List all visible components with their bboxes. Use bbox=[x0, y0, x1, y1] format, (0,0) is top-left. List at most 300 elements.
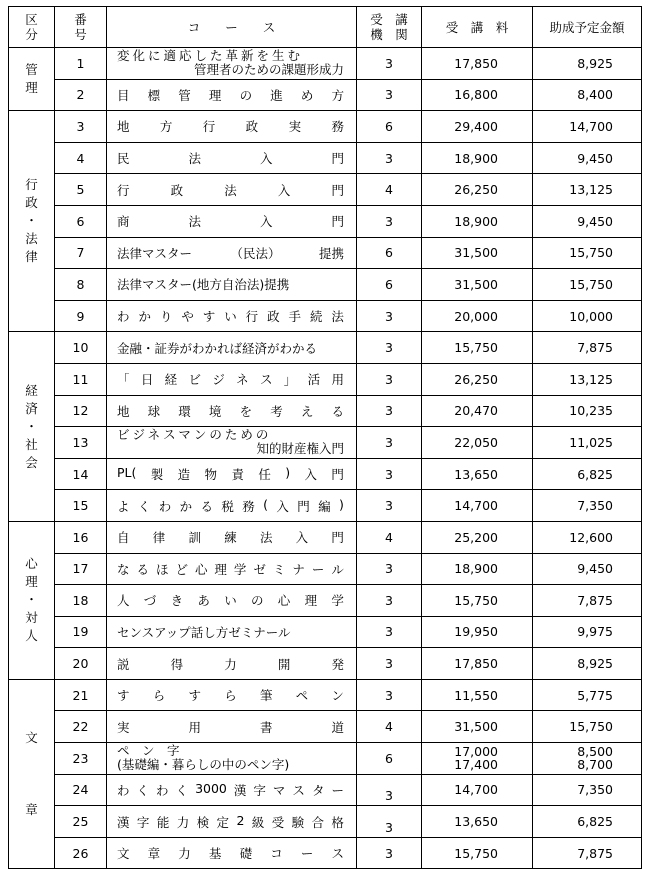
course-text: 方 bbox=[159, 119, 173, 135]
course-text: マ bbox=[272, 782, 286, 798]
course-text: ゼ bbox=[253, 561, 266, 577]
course-text: く bbox=[137, 498, 151, 514]
fee-amount bbox=[422, 237, 533, 269]
fee-value: 13,650 bbox=[454, 814, 498, 830]
category-char: ・ bbox=[25, 213, 38, 229]
course-text: ビ bbox=[188, 372, 201, 388]
table-row bbox=[9, 490, 642, 522]
course-text: わ bbox=[117, 309, 130, 325]
category-char: 律 bbox=[25, 249, 38, 265]
row-number: 3 bbox=[55, 111, 107, 143]
course-text: 法 bbox=[259, 530, 273, 546]
institution-count: 3 bbox=[357, 553, 422, 585]
row-number: 21 bbox=[55, 679, 107, 711]
category-char: 文 bbox=[25, 730, 38, 746]
course-text: す bbox=[202, 309, 216, 325]
fee-value: 31,500 bbox=[454, 276, 498, 292]
header-course: コ ー ス bbox=[107, 7, 357, 48]
table-row bbox=[9, 395, 642, 427]
course-text: 造 bbox=[177, 467, 191, 483]
course-text: 理 bbox=[304, 593, 318, 609]
institution-count: 6 bbox=[357, 237, 422, 269]
row-number: 1 bbox=[55, 48, 107, 80]
fee-amount bbox=[422, 490, 533, 522]
fee-amount bbox=[422, 837, 533, 869]
subsidy-amount bbox=[533, 837, 642, 869]
course-text: 行 bbox=[202, 119, 216, 135]
subsidy-value: 8,925 bbox=[577, 55, 613, 71]
course-text: 政 bbox=[267, 309, 280, 325]
category-char: ・ bbox=[25, 418, 38, 434]
course-name bbox=[107, 395, 357, 427]
subsidy-value: 7,875 bbox=[577, 340, 613, 356]
course-text: ー bbox=[331, 782, 344, 798]
category-char: 社 bbox=[25, 436, 38, 452]
course-text: ー bbox=[300, 846, 314, 862]
course-line: ペ ン 字 bbox=[117, 743, 180, 759]
institution-count: 6 bbox=[357, 111, 422, 143]
course-line: 管理者のための課題形成力 bbox=[193, 62, 344, 78]
category-char: 経 bbox=[25, 382, 38, 398]
course-text: ) bbox=[339, 496, 344, 512]
course-text: 行 bbox=[245, 309, 259, 325]
subsidy-value: 10,000 bbox=[569, 308, 613, 324]
category-char: 行 bbox=[25, 177, 38, 193]
subsidy-amount bbox=[533, 711, 642, 743]
row-number: 24 bbox=[55, 774, 107, 806]
course-text: い bbox=[224, 309, 237, 325]
subsidy-value: 7,350 bbox=[577, 782, 613, 798]
course-text: 提携 bbox=[318, 245, 344, 261]
row-number: 15 bbox=[55, 490, 107, 522]
course-text: す bbox=[188, 688, 201, 704]
course-text: ー bbox=[311, 561, 325, 577]
subsidy-amount bbox=[533, 142, 642, 174]
subsidy-amount bbox=[533, 648, 642, 680]
course-text: 任 bbox=[258, 467, 271, 483]
institution-count: 3 bbox=[357, 48, 422, 80]
course-line: ビジネスマンのための bbox=[117, 427, 272, 443]
subsidy-amount bbox=[533, 300, 642, 332]
course-name bbox=[107, 711, 357, 743]
course-text: 物 bbox=[204, 467, 218, 483]
fee-amount bbox=[422, 300, 533, 332]
course-text: わ bbox=[158, 498, 172, 514]
course-text: 理 bbox=[214, 561, 227, 577]
course-text: 法 bbox=[224, 182, 237, 198]
header-category: 区 分 bbox=[9, 7, 55, 48]
table-row bbox=[9, 142, 642, 174]
subsidy-amount bbox=[533, 521, 642, 553]
fee-value: 17,000 bbox=[454, 744, 498, 760]
course-text: や bbox=[181, 309, 194, 325]
header-row bbox=[9, 7, 642, 48]
fee-value: 31,500 bbox=[454, 245, 498, 261]
course-text: な bbox=[117, 561, 130, 577]
course-text: る bbox=[136, 561, 149, 577]
course-text: ス bbox=[292, 782, 305, 798]
row-number: 26 bbox=[55, 837, 107, 869]
course-text: 合 bbox=[311, 814, 325, 830]
course-text: 用 bbox=[188, 719, 201, 735]
row-number: 11 bbox=[55, 363, 107, 395]
subsidy-value: 13,125 bbox=[569, 182, 613, 198]
course-text: 地 bbox=[117, 119, 130, 135]
course-text: 法 bbox=[188, 214, 201, 230]
category-char: 済 bbox=[25, 400, 38, 416]
course-text: す bbox=[117, 688, 130, 704]
course-text: ら bbox=[152, 688, 166, 704]
course-text: 定 bbox=[216, 814, 230, 830]
course-text: 格 bbox=[331, 814, 344, 830]
fee-value: 15,750 bbox=[454, 340, 498, 356]
course-text: 法律マスター bbox=[117, 245, 193, 261]
subsidy-amount bbox=[533, 616, 642, 648]
course-text: 目 bbox=[117, 87, 130, 103]
course-text: 門 bbox=[331, 214, 344, 230]
course-text: 礎 bbox=[239, 846, 253, 862]
fee-value: 11,550 bbox=[454, 687, 498, 703]
subsidy-amount bbox=[533, 427, 642, 459]
course-text: あ bbox=[197, 593, 210, 609]
course-text: の bbox=[239, 87, 253, 103]
row-number: 25 bbox=[55, 806, 107, 838]
course-text: る bbox=[331, 403, 344, 419]
institution-count: 3 bbox=[357, 395, 422, 427]
course-text: 球 bbox=[147, 403, 161, 419]
course-text: く bbox=[175, 782, 189, 798]
course-text: 法律マスター(地方自治法)提携 bbox=[117, 277, 290, 293]
course-text: 律 bbox=[152, 530, 166, 546]
fee-amount bbox=[422, 363, 533, 395]
table-body bbox=[9, 48, 642, 869]
course-line: 知的財産権入門 bbox=[256, 441, 344, 457]
row-number: 19 bbox=[55, 616, 107, 648]
course-text: く bbox=[136, 782, 150, 798]
course-text: 」 bbox=[283, 372, 297, 388]
fee-value: 26,250 bbox=[454, 182, 498, 198]
course-name bbox=[107, 142, 357, 174]
subsidy-value: 9,975 bbox=[577, 624, 613, 640]
header-institution: 受 講 機 関 bbox=[357, 7, 422, 48]
category-char: 管 bbox=[25, 62, 38, 78]
table-row bbox=[9, 521, 642, 553]
course-text: ペ bbox=[295, 688, 309, 704]
fee-value: 18,900 bbox=[454, 561, 498, 577]
course-text: 務 bbox=[242, 498, 255, 514]
row-number: 8 bbox=[55, 269, 107, 301]
category-char: 理 bbox=[25, 80, 38, 96]
course-text: センスアップ話し方ゼミナール bbox=[117, 624, 291, 640]
course-name bbox=[107, 79, 357, 111]
course-text: め bbox=[300, 87, 314, 103]
course-text: 日 bbox=[140, 372, 154, 388]
course-text: 政 bbox=[245, 119, 259, 135]
course-text: 受 bbox=[271, 814, 285, 830]
course-text: 漢 bbox=[117, 814, 130, 830]
fee-amount bbox=[422, 743, 533, 775]
course-text: 編 bbox=[318, 498, 331, 514]
subsidy-amount bbox=[533, 48, 642, 80]
course-name bbox=[107, 332, 357, 364]
course-text: 発 bbox=[331, 656, 344, 672]
course-text: 入 bbox=[259, 151, 273, 167]
course-text: 心 bbox=[277, 593, 291, 609]
category-char: 理 bbox=[25, 574, 38, 590]
course-text: か bbox=[138, 309, 151, 325]
institution-count: 3 bbox=[357, 490, 422, 522]
subsidy-amount bbox=[533, 553, 642, 585]
row-number: 20 bbox=[55, 648, 107, 680]
category-char: ・ bbox=[25, 592, 38, 608]
course-text: ス bbox=[331, 846, 344, 862]
fee-value: 17,850 bbox=[454, 656, 498, 672]
subsidy-amount bbox=[533, 237, 642, 269]
course-text: 境 bbox=[208, 403, 222, 419]
subsidy-value: 7,875 bbox=[577, 592, 613, 608]
institution-count: 4 bbox=[357, 174, 422, 206]
subsidy-value: 6,825 bbox=[577, 814, 613, 830]
fee-amount bbox=[422, 174, 533, 206]
course-text: ン bbox=[331, 688, 344, 704]
course-text: 能 bbox=[156, 814, 170, 830]
category-char: 政 bbox=[25, 195, 38, 211]
row-number: 5 bbox=[55, 174, 107, 206]
table-row bbox=[9, 427, 642, 459]
course-text: よ bbox=[117, 498, 130, 514]
table-row bbox=[9, 237, 642, 269]
subsidy-value: 8,400 bbox=[577, 87, 613, 103]
subsidy-amount bbox=[533, 679, 642, 711]
course-text: 入 bbox=[259, 214, 273, 230]
course-text: 用 bbox=[331, 372, 344, 388]
header-fee: 受 講 料 bbox=[422, 7, 533, 48]
category-cell bbox=[9, 332, 55, 522]
fee-value: 13,650 bbox=[454, 466, 498, 482]
course-text: 訓 bbox=[188, 530, 201, 546]
institution-count: 3 bbox=[357, 774, 422, 806]
course-text: 漢 bbox=[233, 782, 247, 798]
subsidy-amount bbox=[533, 79, 642, 111]
table-row bbox=[9, 332, 642, 364]
institution-count: 3 bbox=[357, 458, 422, 490]
institution-count: 6 bbox=[357, 743, 422, 775]
course-text: 門 bbox=[331, 182, 344, 198]
course-text: 力 bbox=[178, 846, 191, 862]
fee-value: 17,400 bbox=[454, 757, 498, 773]
fee-amount bbox=[422, 458, 533, 490]
course-text: 製 bbox=[150, 467, 164, 483]
course-text: PL( bbox=[117, 465, 137, 481]
course-text: ジ bbox=[212, 372, 225, 388]
subsidy-amount bbox=[533, 174, 642, 206]
course-text: （民法） bbox=[230, 245, 281, 261]
course-text: 入 bbox=[295, 530, 309, 546]
subsidy-value: 10,235 bbox=[569, 403, 613, 419]
fee-value: 29,400 bbox=[454, 118, 498, 134]
course-text: 人 bbox=[117, 593, 130, 609]
course-name bbox=[107, 205, 357, 237]
course-text: り bbox=[159, 309, 173, 325]
row-number: 6 bbox=[55, 205, 107, 237]
subsidy-amount bbox=[533, 363, 642, 395]
fee-value: 15,750 bbox=[454, 845, 498, 861]
course-text: 2 bbox=[236, 812, 245, 828]
course-name bbox=[107, 427, 357, 459]
course-text: 検 bbox=[196, 814, 210, 830]
subsidy-value: 14,700 bbox=[569, 118, 613, 134]
course-text: 道 bbox=[331, 719, 344, 735]
subsidy-value: 12,600 bbox=[569, 529, 613, 545]
course-text: い bbox=[224, 593, 237, 609]
institution-count: 3 bbox=[357, 806, 422, 838]
fee-value: 16,800 bbox=[454, 87, 498, 103]
course-text: ス bbox=[259, 372, 273, 388]
course-text: 民 bbox=[117, 151, 130, 167]
fee-value: 18,900 bbox=[454, 150, 498, 166]
fee-value: 19,950 bbox=[454, 624, 498, 640]
course-text: 手 bbox=[288, 309, 302, 325]
fee-amount bbox=[422, 774, 533, 806]
course-name bbox=[107, 111, 357, 143]
institution-count: 3 bbox=[357, 332, 422, 364]
table-row bbox=[9, 774, 642, 806]
subsidy-value: 8,700 bbox=[577, 757, 613, 773]
subsidy-amount bbox=[533, 806, 642, 838]
row-number: 10 bbox=[55, 332, 107, 364]
category-cell bbox=[9, 111, 55, 332]
course-name bbox=[107, 363, 357, 395]
subsidy-amount bbox=[533, 269, 642, 301]
course-text: 実 bbox=[288, 119, 302, 135]
course-text: 進 bbox=[270, 87, 283, 103]
institution-count: 3 bbox=[357, 837, 422, 869]
category-char: 対 bbox=[25, 610, 38, 626]
fee-amount bbox=[422, 205, 533, 237]
fee-amount bbox=[422, 679, 533, 711]
course-text: 政 bbox=[170, 182, 184, 198]
course-name bbox=[107, 806, 357, 838]
table-row bbox=[9, 300, 642, 332]
course-text: 方 bbox=[331, 87, 344, 103]
course-text: 書 bbox=[259, 719, 273, 735]
course-line: (基礎編・暮らしの中のペン字) bbox=[117, 757, 290, 773]
course-text: 心 bbox=[194, 561, 208, 577]
subsidy-value: 7,875 bbox=[577, 845, 613, 861]
course-text: 法 bbox=[188, 151, 201, 167]
fee-amount bbox=[422, 79, 533, 111]
course-text: 験 bbox=[291, 814, 305, 830]
course-name bbox=[107, 458, 357, 490]
subsidy-amount bbox=[533, 458, 642, 490]
institution-count: 3 bbox=[357, 363, 422, 395]
course-text: 法 bbox=[331, 309, 344, 325]
fee-amount bbox=[422, 142, 533, 174]
category-cell bbox=[9, 679, 55, 869]
category-char: 心 bbox=[25, 556, 38, 572]
fee-value: 20,470 bbox=[454, 403, 498, 419]
course-text: 務 bbox=[331, 119, 344, 135]
row-number: 22 bbox=[55, 711, 107, 743]
course-text: 力 bbox=[224, 656, 237, 672]
subsidy-value: 9,450 bbox=[577, 561, 613, 577]
fee-amount bbox=[422, 48, 533, 80]
course-name bbox=[107, 174, 357, 206]
fee-value: 22,050 bbox=[454, 434, 498, 450]
course-text: 級 bbox=[251, 814, 265, 830]
table-row bbox=[9, 837, 642, 869]
table-row bbox=[9, 174, 642, 206]
subsidy-amount bbox=[533, 332, 642, 364]
course-text: を bbox=[239, 403, 253, 419]
row-number: 9 bbox=[55, 300, 107, 332]
course-text: 字 bbox=[136, 814, 150, 830]
course-text: づ bbox=[143, 593, 157, 609]
course-text: 文 bbox=[117, 846, 130, 862]
header-number: 番 号 bbox=[55, 7, 107, 48]
institution-count: 3 bbox=[357, 205, 422, 237]
fee-amount bbox=[422, 332, 533, 364]
subsidy-amount bbox=[533, 111, 642, 143]
row-number: 13 bbox=[55, 427, 107, 459]
subsidy-amount bbox=[533, 585, 642, 617]
course-text: 得 bbox=[170, 656, 184, 672]
course-text: 門 bbox=[331, 530, 344, 546]
fee-amount bbox=[422, 521, 533, 553]
course-text: か bbox=[179, 498, 193, 514]
course-name bbox=[107, 490, 357, 522]
fee-amount bbox=[422, 806, 533, 838]
course-text: 門 bbox=[297, 498, 310, 514]
course-text: わ bbox=[156, 782, 169, 798]
fee-value: 14,700 bbox=[454, 498, 498, 514]
row-number: 2 bbox=[55, 79, 107, 111]
subsidy-value: 7,350 bbox=[577, 498, 613, 514]
course-name bbox=[107, 648, 357, 680]
subsidy-amount bbox=[533, 743, 642, 775]
subsidy-value: 15,750 bbox=[569, 245, 613, 261]
course-text: 環 bbox=[178, 403, 191, 419]
course-text: 入 bbox=[276, 498, 289, 514]
course-name bbox=[107, 679, 357, 711]
course-name bbox=[107, 237, 357, 269]
course-text: 続 bbox=[309, 309, 323, 325]
fee-amount bbox=[422, 553, 533, 585]
course-table bbox=[8, 6, 642, 869]
subsidy-value: 6,825 bbox=[577, 466, 613, 482]
course-text: 学 bbox=[233, 561, 247, 577]
category-char: 人 bbox=[25, 628, 38, 644]
table-row bbox=[9, 648, 642, 680]
course-text: 筆 bbox=[259, 688, 273, 704]
subsidy-amount bbox=[533, 205, 642, 237]
course-text: の bbox=[250, 593, 264, 609]
course-text: え bbox=[300, 403, 314, 419]
course-text: 行 bbox=[117, 182, 130, 198]
row-number: 4 bbox=[55, 142, 107, 174]
fee-amount bbox=[422, 585, 533, 617]
course-text: 基 bbox=[208, 846, 222, 862]
subsidy-amount bbox=[533, 774, 642, 806]
institution-count: 3 bbox=[357, 679, 422, 711]
subsidy-amount bbox=[533, 395, 642, 427]
course-name bbox=[107, 269, 357, 301]
course-text: る bbox=[200, 498, 214, 514]
fee-amount bbox=[422, 616, 533, 648]
course-text: 実 bbox=[117, 719, 130, 735]
subsidy-value: 13,125 bbox=[569, 371, 613, 387]
table-row bbox=[9, 679, 642, 711]
